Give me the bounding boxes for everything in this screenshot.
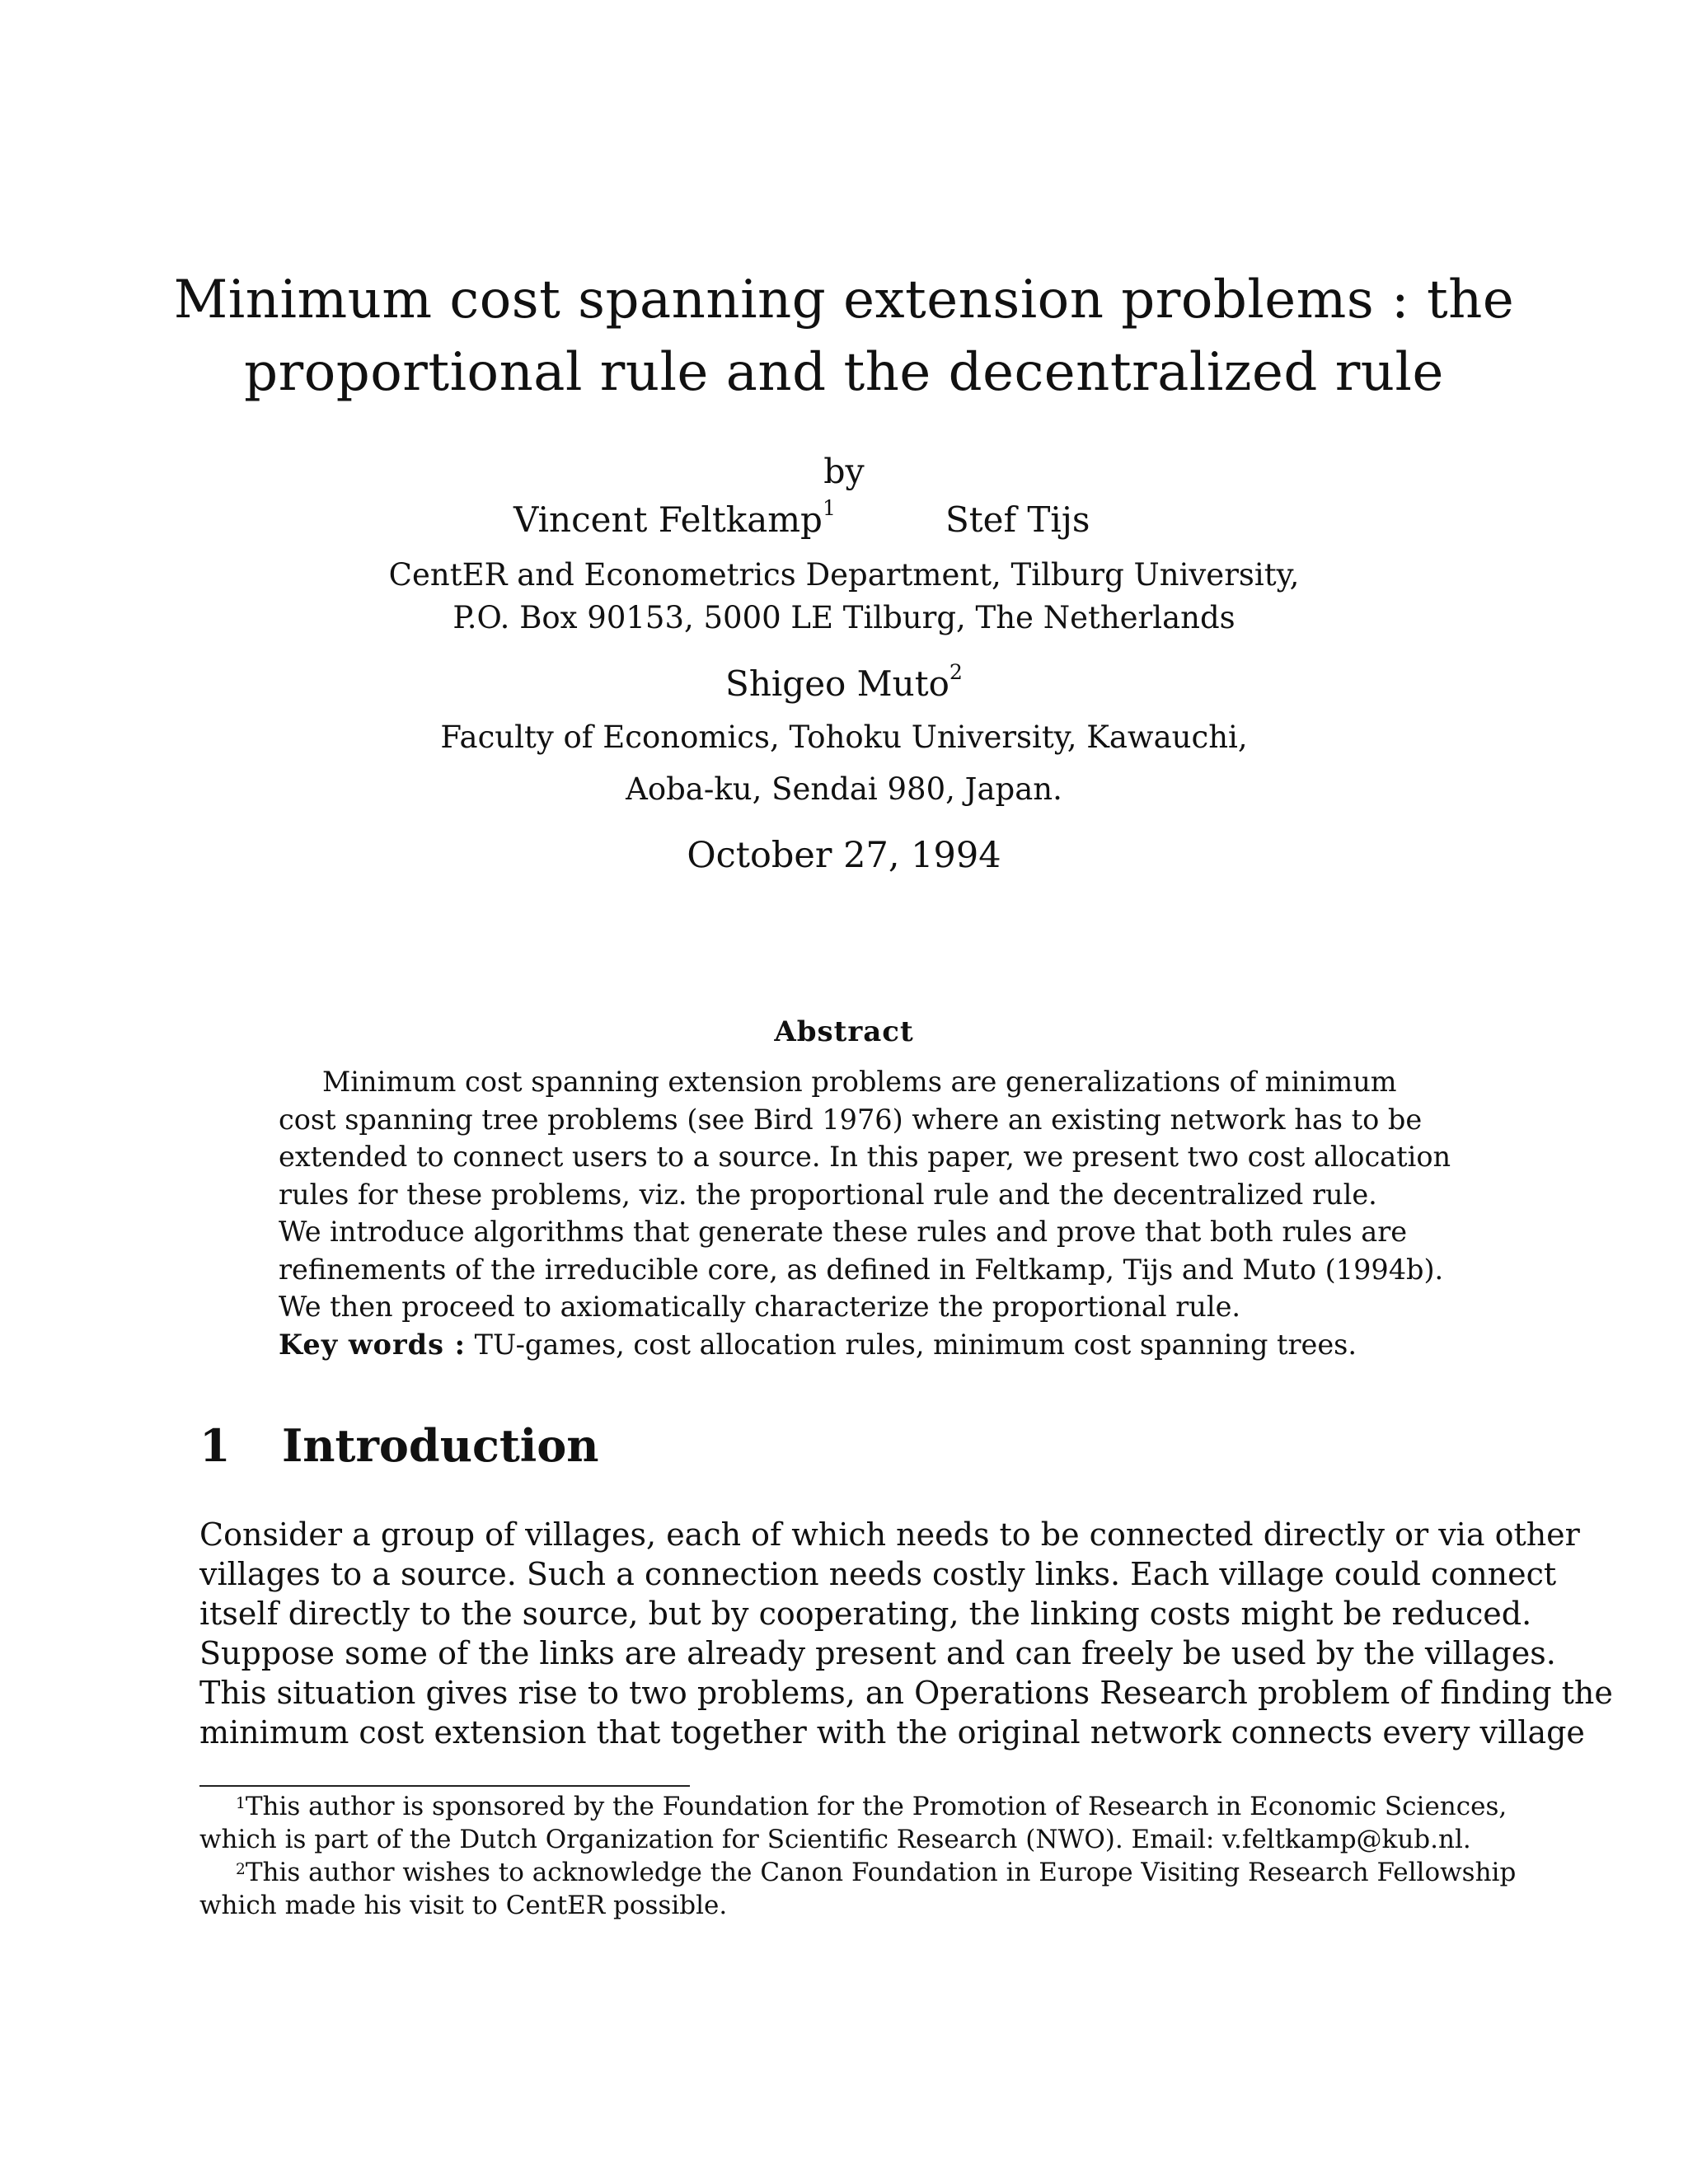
- paragraph-line: itself directly to the source, but by cooperating, the linking costs might be reduced.: [199, 1596, 1532, 1632]
- affiliation-tohoku-line-2: Aoba-ku, Sendai 980, Japan.: [626, 771, 1062, 807]
- author-name: Vincent Feltkamp: [513, 499, 823, 540]
- author-feltkamp: [513, 496, 836, 540]
- abstract-line: cost spanning tree problems (see Bird 1976) where an existing network has to be: [279, 1103, 1423, 1136]
- abstract-line: refinements of the irreducible core, as defined in Feltkamp, Tijs and Muto (1994b).: [279, 1253, 1444, 1286]
- abstract-line: We introduce algorithms that generate these rules and prove that both rules are: [279, 1216, 1408, 1248]
- section-heading-introduction: [199, 1419, 599, 1472]
- author-tijs: [945, 499, 1090, 540]
- abstract-line: extended to connect users to a source. In this paper, we present two cost allocation: [279, 1141, 1451, 1173]
- paragraph-line: This situation gives rise to two problems, an Operations Research problem of finding the: [199, 1675, 1613, 1711]
- paper-date: October 27, 1994: [687, 835, 1001, 876]
- footnote-2-line-1: [199, 1856, 1517, 1889]
- affiliation-tilburg-line-1: CentER and Econometrics Department, Tilburg University,: [388, 557, 1300, 593]
- footnote-2-line-2: which made his visit to CentER possible.: [199, 1891, 728, 1920]
- footnote-mark: 2: [236, 1861, 246, 1879]
- footnote-1-line-1: [199, 1790, 1507, 1823]
- paper-title-line-2: proportional rule and the decentralized rule: [244, 342, 1444, 403]
- author-name: Shigeo Muto: [725, 663, 950, 704]
- footnote-divider: [199, 1785, 690, 1787]
- abstract-body: [279, 1063, 1451, 1363]
- author-name: Stef Tijs: [945, 499, 1090, 540]
- paragraph-line: Suppose some of the links are already present and can freely be used by the villages.: [199, 1635, 1556, 1671]
- footnote-mark: 1: [236, 1795, 246, 1813]
- abstract-line: rules for these problems, viz. the proportional rule and the decentralized rule.: [279, 1178, 1377, 1211]
- affiliation-tilburg-line-2: P.O. Box 90153, 5000 LE Tilburg, The Netherlands: [452, 600, 1236, 635]
- section-title: Introduction: [282, 1419, 599, 1472]
- abstract-heading: Abstract: [774, 1015, 914, 1048]
- by-label: by: [823, 452, 865, 491]
- footnote-mark: 2: [949, 660, 963, 685]
- abstract-line: We then proceed to axiomatically characterize the proportional rule.: [279, 1291, 1241, 1323]
- paragraph-line: minimum cost extension that together with the original network connects every village: [199, 1714, 1585, 1750]
- footnote-text: This author is sponsored by the Foundation for the Promotion of Research in Economic Sciences,: [245, 1792, 1507, 1821]
- footnote-1-line-2: which is part of the Dutch Organization for Scientific Research (NWO). Email: v.feltkamp@kub.nl.: [199, 1825, 1471, 1854]
- paragraph-line: Consider a group of villages, each of which needs to be connected directly or via other: [199, 1516, 1580, 1553]
- footnotes: [199, 1790, 1517, 1922]
- keywords-label: Key words :: [279, 1328, 466, 1361]
- footnote-text: This author wishes to acknowledge the Canon Foundation in Europe Visiting Research Fellowship: [245, 1858, 1517, 1887]
- affiliation-tohoku-line-1: Faculty of Economics, Tohoku University, Kawauchi,: [440, 719, 1248, 755]
- abstract-line: Minimum cost spanning extension problems are generalizations of minimum: [322, 1066, 1397, 1098]
- footnote-mark: 1: [822, 496, 836, 521]
- section-number: 1: [199, 1419, 231, 1472]
- introduction-paragraph: [199, 1515, 1613, 1752]
- author-muto: [0, 660, 1688, 704]
- paper-title-line-1: Minimum cost spanning extension problems : the: [173, 269, 1515, 330]
- keywords-text: TU-games, cost allocation rules, minimum cost spanning trees.: [474, 1328, 1357, 1361]
- keywords-line: [279, 1326, 1358, 1364]
- paragraph-line: villages to a source. Such a connection needs costly links. Each village could connect: [199, 1556, 1557, 1592]
